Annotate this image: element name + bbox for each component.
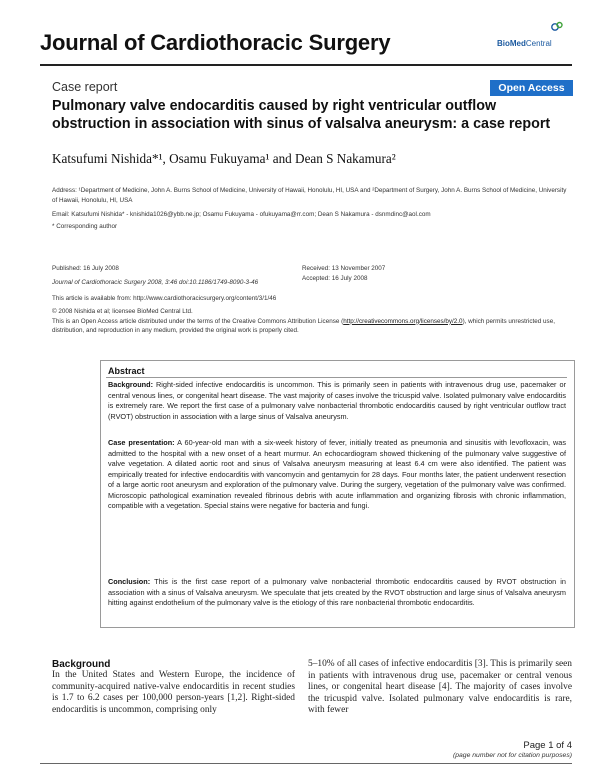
abstract-case-label: Case presentation: [108,438,175,447]
body-column-left: In the United States and Western Europe, the incidence of community-acquired native-valve endocarditis in recent studies is 1.7 to 6.2 cases per 100,000 person-years [1,2]. Right-sided endocarditis is uncommon, comprising only [52,670,295,715]
accepted-date: Accepted: 16 July 2008 [302,274,368,282]
publisher-logo[interactable] [497,39,552,48]
received-accepted [302,264,542,283]
abstract-case [108,438,566,512]
article-title: Pulmonary valve endocarditis caused by right ventricular outflow obstruction in association with sinus of valsalva aneurysm: a case report [52,98,551,132]
emails: Email: Katsufumi Nishida* - knishida1026@ybb.ne.jp; Osamu Fukuyama - ofukuyama@rr.com; Dean S Nakamura - dsnmdinc@aol.com [52,211,431,218]
page-note: (page number not for citation purposes) [452,752,572,759]
license-text-b: ), which permits unrestricted use, distribution, and reproduction in any medium, provided the original work is properly cited. [52,317,555,334]
open-access-badge: Open Access [490,80,573,96]
publisher-name: Central [525,39,552,48]
license-text-a: This is an Open Access article distributed under the terms of the Creative Commons Attribution License ( [52,317,344,325]
footer-rule [40,763,572,764]
page-number: Page 1 of 4 [523,740,572,751]
biomed-central-logo-icon [550,20,564,34]
license [52,317,572,336]
published-date: Published: 16 July 2008 [52,265,119,272]
abstract-heading: Abstract [108,366,145,376]
copyright-block [52,307,572,336]
journal-title: Journal of Cardiothoracic Surgery [40,30,391,55]
publisher-name-bold: BioMed [497,39,526,48]
abstract-conclusion-text: This is the first case report of a pulmonary valve nonbacterial thrombotic endocarditis caused by RVOT obstruction in association with a sinus of Valsalva aneurysm. We speculate that jets created by the RVOT obstruction and large sinus of Valsalva aneurysm hitting against endothelium of the pulmonary valve is the etiology of this rare nonbacterial thrombotic endocarditis. [108,577,566,607]
authors: Katsufumi Nishida*¹, Osamu Fukuyama¹ and Dean S Nakamura² [52,151,396,166]
license-link[interactable]: http://creativecommons.org/licenses/by/2.0 [343,317,463,325]
header-rule [40,64,572,66]
abstract-background-text: Right-sided infective endocarditis is uncommon. This is primarily seen in patients with intravenous drug use, pacemaker or central venous lines, or congenital heart disease. The vast majority of cases involve the tricuspid valve. Isolated pulmonary valve endocarditis is extremely rare. We report the first case of a pulmonary valve nonbacterial thrombotic endocarditis caused by right ventricular outflow tract (RVOT) obstruction in association with a large sinus of Valsalva aneurysm. [108,380,566,421]
abstract-rule [106,377,567,378]
section-heading-background: Background [52,659,111,670]
copyright: © 2008 Nishida et al; licensee BioMed Central Ltd. [52,308,193,315]
abstract-conclusion [108,577,566,609]
corresponding-note: * Corresponding author [52,223,118,230]
availability: This article is available from: http://www.cardiothoracicsurgery.org/content/3/1/46 [52,295,277,302]
citation: Journal of Cardiothoracic Surgery 2008, 3:46 doi:10.1186/1749-8090-3-46 [52,278,259,286]
abstract-case-text: A 60-year-old man with a six-week history of fever, initially treated as pneumonia and sinusitis with levofloxacin, was admitted to the hospital with a new onset of a heart murmur. An echocardiogram showed thickening of the pulmonary valve suggestive of valve vegetation. A dilated aortic root and sinus of Valsalva aneurysm measuring at least 6.4 cm were also identified. The patient was empirically treated for infective endocarditis with vancomycin and gentamycin for 28 days. Four months later, the patient underwent resection of a large aortic root aneurysm and exploration of the pulmonary valve. During the surgery, vegetation of the pulmonary valve was confirmed. Microscopic pathological examination revealed fibrinous debris with acute inflammation and organizing fibrosis with chronic inflammation, compatible with a vegetation. Special stains were negative for bacteria and fungi. [108,438,566,510]
publication-info [52,264,292,287]
received-date: Received: 13 November 2007 [302,265,386,272]
abstract-background-label: Background: [108,380,153,389]
body-column-right: 5–10% of all cases of infective endocarditis [3]. This is primarily seen in patients with intravenous drug use, pacemaker or central venous lines, or congenital heart disease [4]. The majority of cases involve the tricuspid valve. Isolated pulmonary valve endocarditis is rare, with fewer [308,659,572,715]
abstract-conclusion-label: Conclusion: [108,577,151,586]
abstract-background [108,380,566,422]
article-type: Case report [52,80,118,94]
affiliations: Address: ¹Department of Medicine, John A. Burns School of Medicine, University of Hawaii, Honolulu, HI, USA and ²Department of Surgery, John A. Burns School of Medicine, University of Hawaii, Honolulu, HI, USA [52,187,567,204]
